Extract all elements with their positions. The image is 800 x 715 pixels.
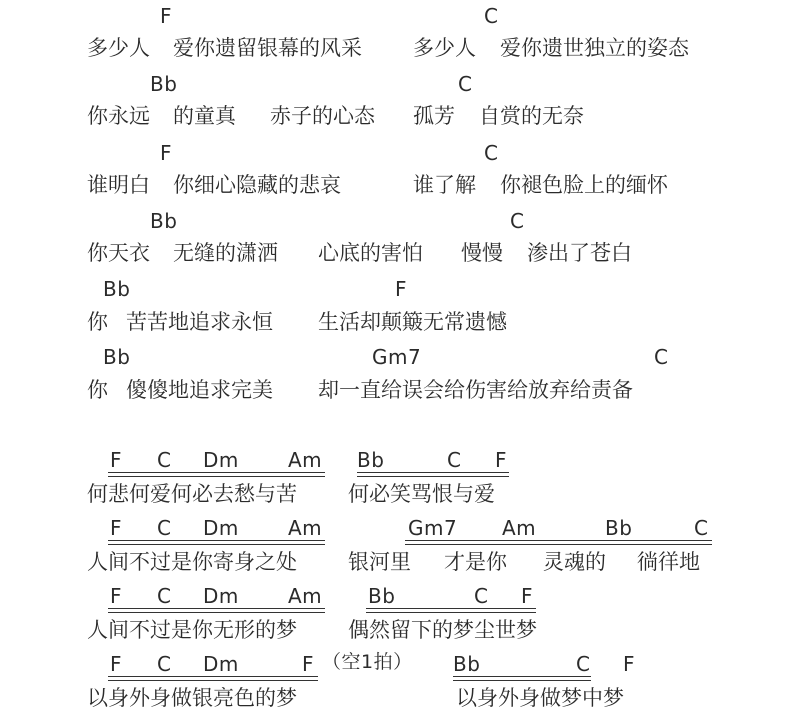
chord: C (157, 448, 172, 472)
lyric-phrase: 你 (87, 310, 108, 334)
lyric-phrase: 人间不过是你寄身之处 (87, 550, 297, 574)
chord: Am (288, 584, 323, 608)
lyric-phrase: 何悲何爱何必去愁与苦 (87, 482, 297, 506)
chord: Bb (103, 277, 131, 301)
lyric-phrase: 才是你 (444, 550, 507, 574)
lyric-phrase: 渗出了苍白 (527, 241, 632, 265)
lyric-phrase: 你永远 (87, 104, 150, 128)
lyric-phrase: 多少人 (413, 36, 476, 60)
lyric-phrase: 傻傻地追求完美 (126, 378, 273, 402)
chord-underline (453, 676, 591, 681)
chord: Am (288, 516, 323, 540)
chord: C (157, 652, 172, 676)
lyric-phrase: 你褪色脸上的缅怀 (500, 173, 668, 197)
lyric-phrase: 爱你遗留银幕的风采 (173, 36, 362, 60)
lyric-phrase: 的童真 (173, 104, 236, 128)
chord: C (157, 584, 172, 608)
chord: F (160, 141, 173, 165)
lyric-phrase: 多少人 (87, 36, 150, 60)
chord: Am (288, 448, 323, 472)
chord: C (474, 584, 489, 608)
chord: Gm7 (372, 345, 422, 369)
lyric-phrase: 赤子的心态 (270, 104, 375, 128)
chord: Bb (150, 209, 178, 233)
lyric-phrase: 孤芳 (413, 104, 455, 128)
chord: Bb (368, 584, 396, 608)
lyric-phrase: 爱你遗世独立的姿态 (500, 36, 689, 60)
chord: F (302, 652, 315, 676)
lyric-phrase: 你天衣 (87, 241, 150, 265)
chord: C (484, 141, 499, 165)
chord: C (458, 72, 473, 96)
chord: F (623, 652, 636, 676)
lyric-phrase: 何必笑骂恨与爱 (348, 482, 495, 506)
lyric-phrase: 偶然留下的梦尘世梦 (348, 618, 537, 642)
chord-underline (366, 608, 536, 613)
chord-underline (357, 472, 509, 477)
lyric-phrase: 生活却颠簸无常遗憾 (318, 310, 507, 334)
chord: C (447, 448, 462, 472)
chord: C (694, 516, 709, 540)
chord: F (110, 516, 123, 540)
chord-underline (108, 472, 325, 477)
chord: Dm (203, 652, 239, 676)
chord: F (521, 584, 534, 608)
chord: C (654, 345, 669, 369)
chord: F (110, 448, 123, 472)
chord: C (576, 652, 591, 676)
chord-underline (405, 540, 712, 545)
chord-underline (108, 676, 318, 681)
chord: F (160, 4, 173, 28)
lyric-phrase: 人间不过是你无形的梦 (87, 618, 297, 642)
chord-underline (108, 540, 325, 545)
rest-marker: （空1拍） (322, 651, 413, 673)
chord: F (495, 448, 508, 472)
chord: C (157, 516, 172, 540)
chord: Gm7 (408, 516, 458, 540)
chord: Bb (103, 345, 131, 369)
chord: Dm (203, 516, 239, 540)
lyric-phrase: 徜徉地 (637, 550, 700, 574)
lyric-phrase: 以身外身做梦中梦 (456, 686, 624, 710)
chord: Dm (203, 584, 239, 608)
chord: F (110, 584, 123, 608)
chord: Dm (203, 448, 239, 472)
lyric-phrase: 谁明白 (87, 173, 150, 197)
chord: Bb (357, 448, 385, 472)
lyric-phrase: 灵魂的 (543, 550, 606, 574)
lyric-phrase: 却一直给误会给伤害给放弃给责备 (318, 378, 633, 402)
lyric-phrase: 无缝的潇洒 (173, 241, 278, 265)
chord: F (395, 277, 408, 301)
lyric-phrase: 自赏的无奈 (479, 104, 584, 128)
chord: Bb (150, 72, 178, 96)
lyric-phrase: 心底的害怕 (318, 241, 423, 265)
chord: F (110, 652, 123, 676)
chord: Bb (453, 652, 481, 676)
chord-underline (108, 608, 325, 613)
lyric-phrase: 你细心隐藏的悲哀 (173, 173, 341, 197)
lyric-phrase: 银河里 (348, 550, 411, 574)
lyric-phrase: 谁了解 (413, 173, 476, 197)
chord: C (484, 4, 499, 28)
lyric-phrase: 以身外身做银亮色的梦 (87, 686, 297, 710)
chord: Am (502, 516, 537, 540)
lyric-phrase: 慢慢 (461, 241, 503, 265)
lyric-phrase: 苦苦地追求永恒 (126, 310, 273, 334)
lyric-phrase: 你 (87, 378, 108, 402)
chord: C (510, 209, 525, 233)
chord: Bb (605, 516, 633, 540)
